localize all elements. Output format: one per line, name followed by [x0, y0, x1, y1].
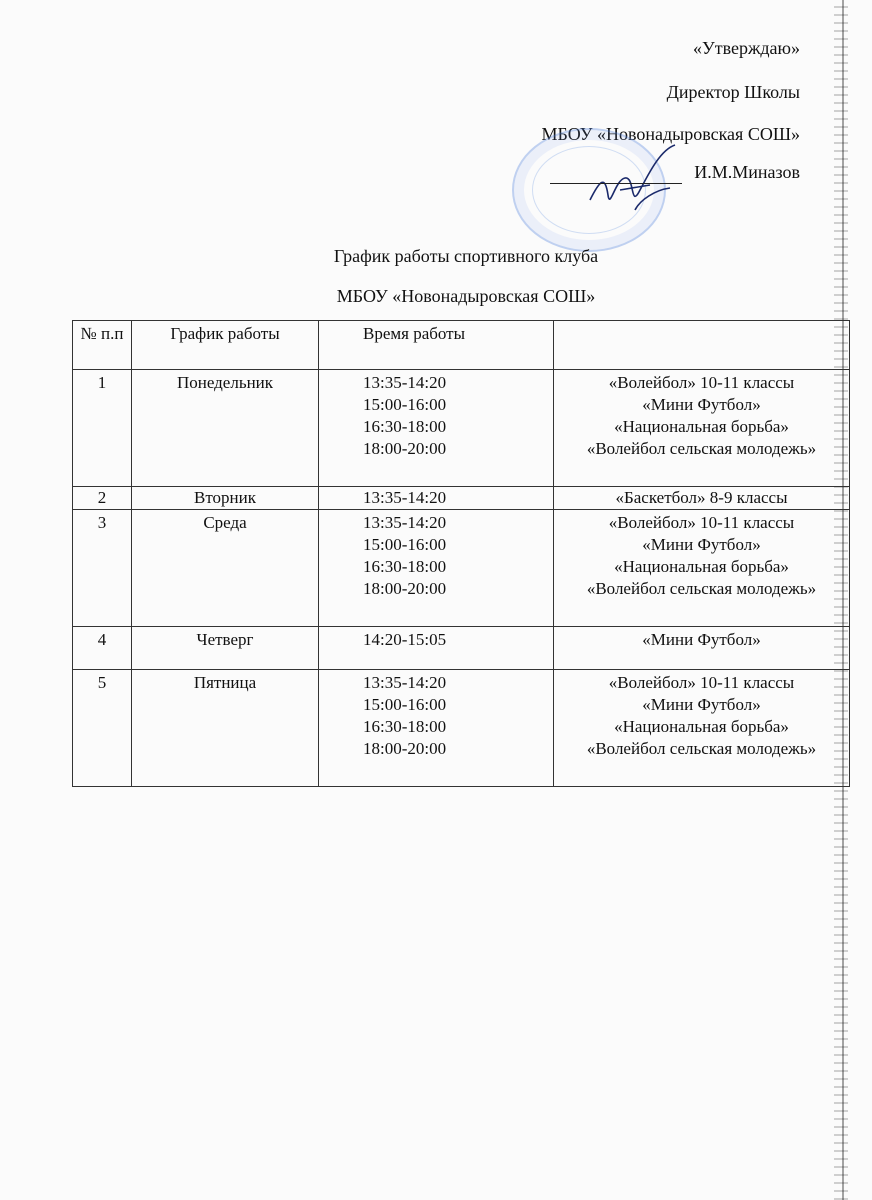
row-num: 4 [73, 627, 132, 670]
row-activities [554, 370, 850, 487]
time-slot: 16:30-18:00 [363, 417, 447, 436]
signature-line [550, 183, 682, 184]
time-slot: 15:00-16:00 [363, 535, 447, 554]
table-row [73, 670, 850, 787]
time-slot: 15:00-16:00 [363, 695, 447, 714]
activity: «Баскетбол» 8-9 классы [615, 488, 788, 507]
activity: «Волейбол» 10-11 классы [608, 513, 795, 532]
row-activities [554, 487, 850, 510]
header-schedule: График работы [132, 321, 319, 370]
director-name: И.М.Миназов [694, 162, 800, 182]
activity: «Национальная борьба» [614, 417, 789, 436]
document-title: График работы спортивного клуба [333, 246, 599, 266]
time-slot: 16:30-18:00 [363, 557, 447, 576]
time-slot: 13:35-14:20 [363, 673, 447, 692]
approval-heading: «Утверждаю» [692, 38, 800, 58]
row-times [319, 670, 554, 787]
activity: «Волейбол сельская молодежь» [586, 739, 817, 758]
time-slot: 13:35-14:20 [363, 488, 447, 507]
row-times [319, 510, 554, 627]
row-day: Вторник [132, 487, 319, 510]
row-times [319, 487, 554, 510]
time-slot: 13:35-14:20 [363, 373, 447, 392]
activity: «Волейбол сельская молодежь» [586, 579, 817, 598]
header-activity [554, 321, 850, 370]
activity: «Волейбол сельская молодежь» [586, 439, 817, 458]
activity: «Волейбол» 10-11 классы [608, 373, 795, 392]
approval-position: Директор Школы [666, 82, 800, 102]
time-slot: 18:00-20:00 [363, 579, 447, 598]
schedule-table [72, 320, 850, 787]
row-times [319, 370, 554, 487]
row-day: Среда [132, 510, 319, 627]
row-activities [554, 627, 850, 670]
document-subtitle: МБОУ «Новонадыровская СОШ» [336, 286, 596, 306]
row-activities [554, 670, 850, 787]
time-slot: 16:30-18:00 [363, 717, 447, 736]
time-slot: 15:00-16:00 [363, 395, 447, 414]
row-day: Пятница [132, 670, 319, 787]
header-num: № п.п [73, 321, 132, 370]
table-header-row [73, 321, 850, 370]
header-time: Время работы [319, 321, 554, 370]
row-times [319, 627, 554, 670]
time-slot: 18:00-20:00 [363, 739, 447, 758]
row-day: Понедельник [132, 370, 319, 487]
time-slot: 14:20-15:05 [363, 630, 447, 649]
row-num: 3 [73, 510, 132, 627]
director-signature [580, 140, 690, 230]
row-num: 5 [73, 670, 132, 787]
table-row [73, 510, 850, 627]
row-activities [554, 510, 850, 627]
time-slot: 13:35-14:20 [363, 513, 447, 532]
time-slot: 18:00-20:00 [363, 439, 447, 458]
table-row [73, 370, 850, 487]
row-num: 2 [73, 487, 132, 510]
table-row [73, 487, 850, 510]
activity: «Волейбол» 10-11 классы [608, 673, 795, 692]
activity: «Национальная борьба» [614, 717, 789, 736]
activity: «Мини Футбол» [642, 395, 761, 414]
row-num: 1 [73, 370, 132, 487]
activity: «Мини Футбол» [642, 630, 761, 649]
activity: «Мини Футбол» [642, 535, 761, 554]
activity: «Национальная борьба» [614, 557, 789, 576]
activity: «Мини Футбол» [642, 695, 761, 714]
row-day: Четверг [132, 627, 319, 670]
table-row [73, 627, 850, 670]
approval-organization: МБОУ «Новонадыровская СОШ» [541, 124, 800, 144]
